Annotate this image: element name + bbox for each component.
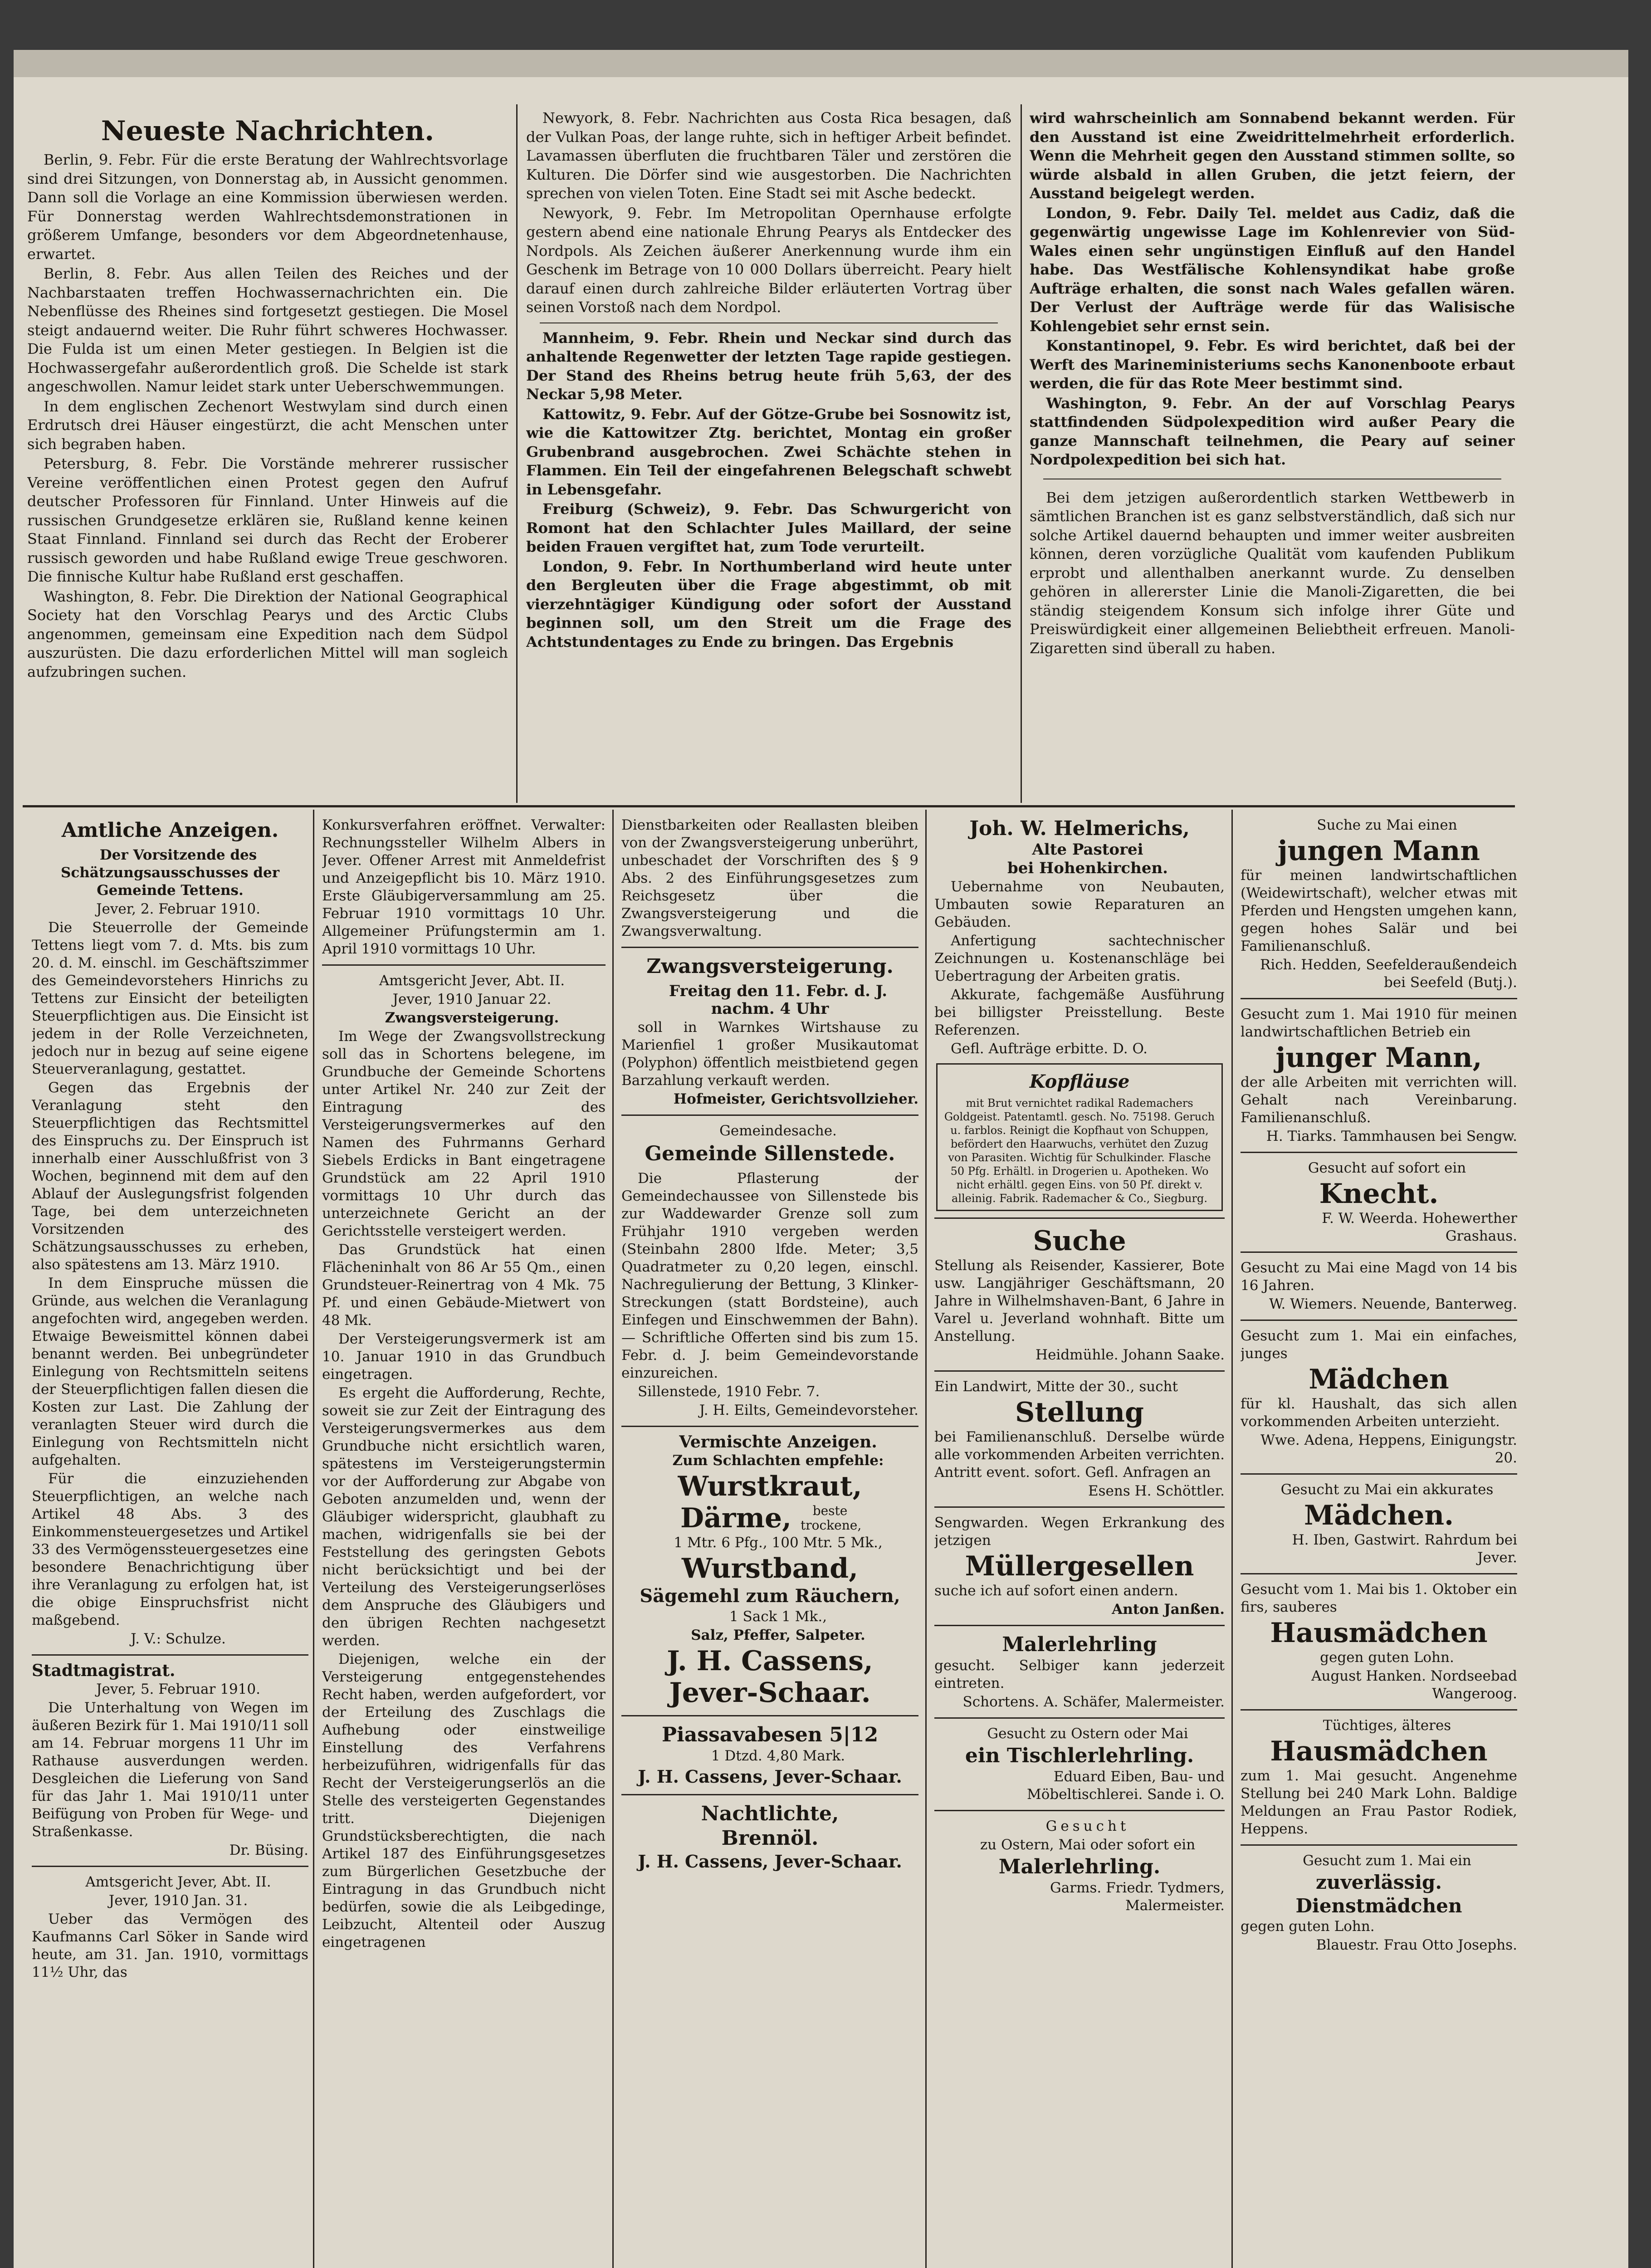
ad-text: Uebernahme von Neubauten, Umbauten sowie Reparaturen an Gebäuden.	[934, 879, 1225, 930]
ad-text: In dem Einspruche müssen die Gründe, aus welchen die Veranlagung angefochten wird, angegeben werden. Etwaige Beweismittel können dabei benannt werden. Bei unbegründeter Einlegung von Rechtsmitteln seitens der Steuerpflichtigen fallen diesen die Kosten zur Last. Die Zahlung der veranlagten Steuer wird durch die Einlegung von Rechtsmitteln nicht aufgehalten.	[32, 1275, 308, 1468]
ad-headline: Suche	[1033, 1225, 1126, 1257]
ad-text: Die Steuerrolle der Gemeinde Tettens liegt vom 7. d. Mts. bis zum 20. d. M. einschl. im Geschäftszimmer des Gemeindevorstehers Hinrichs zu Tettens zur Einsicht der beteiligten Steuerpflichtigen aus. Die Einsicht ist jedem in der Rolle Verzeichneten, jedoch nur in bezug auf seine eigene Steuerveranlagung, gestattet.	[32, 919, 308, 1077]
ad-sign: Gefl. Aufträge erbitte. D. O.	[951, 1041, 1148, 1057]
scan-edge-top	[14, 50, 1628, 77]
ad-column-3	[621, 816, 918, 2268]
ad-headline: Hausmädchen	[1270, 1617, 1488, 1649]
ad-text: Der Versteigerungsvermerk ist am 10. Januar 1910 in das Grundbuch eingetragen.	[322, 1331, 606, 1383]
news-column-1	[27, 113, 508, 803]
divider	[1241, 998, 1517, 999]
ad-price: 1 Dtzd. 4,80 Mark.	[711, 1748, 845, 1764]
ad-text: Gesucht zu Mai ein akkurates	[1280, 1481, 1494, 1498]
ad-text: Zum Schlachten empfehle:	[672, 1452, 884, 1469]
ad-headline: Malerlehrling.	[998, 1855, 1161, 1878]
ad-sign: Dr. Büsing.	[229, 1842, 308, 1858]
divider	[1241, 1152, 1517, 1153]
news-column-2	[526, 109, 1011, 803]
ad-text: Gesucht	[1045, 1818, 1130, 1834]
ad-headline: Jever-Schaar.	[669, 1677, 871, 1709]
ad-headline: jungen Mann	[1277, 835, 1480, 867]
ad-headline: Wurstband,	[682, 1553, 858, 1584]
ad-text: Die Unterhaltung von Wegen im äußeren Bezirk für 1. Mai 1910/11 soll am 14. Februar morgens 11 Uhr im Rathause ausverdungen werden. Desgleichen die Lieferung von Sand für das Jahr 1. Mai 1910/11 unter Beifügung von Proben für Wege- und Straßenkasse.	[32, 1700, 308, 1840]
divider	[621, 1114, 918, 1116]
ad-heading: Gemeinde Sillenstede.	[645, 1142, 895, 1165]
divider	[1241, 1320, 1517, 1321]
ad-text: Für die einzuziehenden Steuerpflichtigen, an welche nach Artikel 48 Abs. 3 des Einkommensteuergesetzes und Artikel 33 des Vermögenssteuergesetzes eine besondere Benachrichtigung über ihre Veranlagung zu erfolgen hat, ist die obige Einspruchsfrist nicht maßgebend.	[32, 1471, 308, 1628]
ad-text: suche ich auf sofort einen andern.	[934, 1583, 1178, 1599]
news-item: London, 9. Febr. In Northumberland wird heute unter den Bergleuten über die Frage abgestimmt, ob mit vierzehntägiger Kündigung oder sofort der Ausstand beginnen soll, um den Streit um die Frage des Achtstundentages zu Ende zu bringen. Das Ergebnis	[526, 557, 1011, 650]
column-rule	[1231, 810, 1233, 2268]
ad-column-4	[934, 816, 1225, 2268]
ad-headline: Kopfläuse	[1029, 1071, 1130, 1092]
ad-sign: J. V.: Schulze.	[131, 1631, 226, 1647]
ad-text: Suche zu Mai einen	[1317, 817, 1457, 833]
ad-sign: Hofmeister, Gerichtsvollzieher.	[673, 1091, 918, 1107]
news-item: Mannheim, 9. Febr. Rhein und Neckar sind durch das anhaltende Regenwetter der letzten Tage rapide gestiegen. Der Stand des Rheins betrug heute früh 5,63, der des Neckar 5,98 Meter.	[526, 329, 1011, 403]
ad-column-1	[32, 816, 308, 2268]
news-item: Konstantinopel, 9. Febr. Es wird berichtet, daß bei der Werft des Marineministeriums sechs Kanonenboote erbaut werden, die für das Rote Meer bestimmt sind.	[1030, 337, 1515, 392]
ad-text: der alle Arbeiten mit verrichten will. Gehalt nach Vereinbarung. Familienanschluß.	[1241, 1074, 1517, 1126]
ad-headline: Sägemehl zum Räuchern,	[640, 1585, 900, 1607]
divider	[1241, 1251, 1517, 1253]
news-column-3	[1030, 109, 1515, 803]
news-item: Washington, 8. Febr. Die Direktion der National Geographical Society hat den Vorschlag Pearys und des Arctic Clubs angenommen, gemeinsam eine Expedition nach dem Südpol auszurüsten. Die dazu erforderlichen Mittel will man sogleich aufzubringen suchen.	[27, 587, 508, 680]
ad-intro: Der Vorsitzende des Schätzungsausschusses der Gemeinde Tettens.	[60, 847, 280, 899]
ad-text: Dienstbarkeiten oder Reallasten bleiben von der Zwangsversteigerung unberührt, unbeschadet der Vorschriften des § 9 Abs. 2 des Einführungsgesetzes zum Reichsgesetz über die Zwangsversteigerung und die Zwangsverwaltung.	[621, 817, 918, 939]
ad-subheading: Alte Pastorei	[1032, 841, 1143, 859]
ad-headline: Därme,	[680, 1502, 792, 1534]
ad-headline: Hausmädchen	[1270, 1735, 1488, 1767]
ad-text: Das Grundstück hat einen Flächeninhalt von 86 Ar 55 Qm., einen Grundsteuer-Reinertrag von 4 Mk. 75 Pf. und einen Gebäude-Mietwert von 48 Mk.	[322, 1242, 606, 1329]
ad-subheading: bei Hohenkirchen.	[1007, 859, 1168, 877]
ad-text: Gesucht zu Ostern oder Mai	[987, 1725, 1188, 1742]
ad-text: Gesucht zum 1. Mai ein	[1303, 1853, 1471, 1869]
ad-text: Ein Landwirt, Mitte der 30., sucht	[934, 1378, 1178, 1395]
ad-text: Gesucht zum 1. Mai ein einfaches, junges	[1241, 1328, 1517, 1362]
divider	[934, 1717, 1225, 1719]
ad-headline: Mädchen.	[1304, 1500, 1454, 1531]
kopflaeuse-box	[936, 1063, 1223, 1211]
ad-heading: Zwangsversteigerung.	[646, 955, 894, 978]
news-item: Newyork, 8. Febr. Nachrichten aus Costa Rica besagen, daß der Vulkan Poas, der lange ruhte, sich in heftiger Arbeit befindet. Lavamassen überfluten die fruchtbaren Täler und zerstören die Kulturen. Die Dörfer sind wie ausgestorben. Die Nachrichten sprechen von vielen Toten. Eine Stadt sei mit Asche bedeckt.	[526, 109, 1011, 202]
news-item: Kattowitz, 9. Febr. Auf der Götze-Grube bei Sosnowitz ist, wie die Kattowitzer Ztg. berichtet, Montag ein großer Grubenbrand ausgebrochen. Zwei Schächte stehen in Flammen. Ein Teil der eingefahrenen Belegschaft schwebt in Lebensgefahr.	[526, 405, 1011, 498]
ad-headline: Nachtlichte,	[701, 1802, 839, 1825]
column-rule	[1021, 104, 1022, 803]
ad-sign: Rich. Hedden, Seefelderaußendeich bei Seefeld (Butj.).	[1260, 957, 1517, 991]
news-item: Petersburg, 8. Febr. Die Vorstände mehrerer russischer Vereine veröffentlichen einen Protest gegen den Aufruf deutscher Professoren für Finnland. Unter Hinweis auf die russischen Grundgesetze erklären sie, Rußland kenne keinen Staat Finnland. Finnland sei durch das Recht der Eroberer russisch geworden und habe Rußland ewige Treue geschworen. Die finnische Kultur habe Rußland erst geschaffen.	[27, 455, 508, 585]
ad-headline: Joh. W. Helmerichs,	[969, 817, 1190, 840]
ad-sign: Schortens. A. Schäfer, Malermeister.	[962, 1694, 1225, 1710]
ad-text: Ueber das Vermögen des Kaufmanns Carl Söker in Sande wird heute, am 31. Jan. 1910, vormittags 11½ Uhr, das	[32, 1911, 308, 1980]
ad-date: Jever, 5. Februar 1910.	[96, 1681, 260, 1697]
ad-date: Sillenstede, 1910 Febr. 7.	[638, 1383, 820, 1400]
ad-headline: Brennöl.	[721, 1827, 819, 1850]
ad-text: Gesucht vom 1. Mai bis 1. Oktober ein firs, sauberes	[1241, 1581, 1517, 1615]
news-item: Berlin, 8. Febr. Aus allen Teilen des Reiches und der Nachbarstaaten treffen Hochwassernachrichten ein. Die Nebenflüsse des Rheines sind fortgesetzt gestiegen. Die Mosel steigt andauernd weiter. Die Ruhr führt schweres Hochwasser. Die Fulda ist um einen Meter gestiegen. In Belgien ist die Hochwassergefahr außerordentlich groß. Die Schelde ist stark angeschwollen. Namur leidet stark unter Ueberschwemmungen.	[27, 265, 508, 395]
ad-text: für kl. Haushalt, das sich allen vorkommenden Arbeiten unterzieht.	[1241, 1396, 1517, 1430]
divider	[1241, 1573, 1517, 1574]
ad-text: für meinen landwirtschaftlichen (Weidewirtschaft), welcher etwas mit Pferden und Hengsten umgehen kann, gegen hohes Salär und bei Familienanschluß.	[1241, 867, 1517, 954]
divider	[32, 1866, 308, 1867]
divider	[1241, 1473, 1517, 1475]
ad-sign: W. Wiemers. Neuende, Banterweg.	[1269, 1296, 1517, 1312]
ad-column-2	[322, 816, 606, 2268]
ad-headline: Piassavabesen 5|12	[661, 1723, 879, 1746]
ad-heading: Stadtmagistrat.	[32, 1661, 176, 1680]
ad-text: gegen guten Lohn.	[1320, 1649, 1454, 1666]
divider	[621, 947, 918, 948]
ad-headline: Knecht.	[1319, 1178, 1439, 1210]
divider	[621, 1715, 918, 1716]
ad-text: zum 1. Mai gesucht. Angenehme Stellung bei 240 Mark Lohn. Baldige Meldungen an Frau Pastor Rodiek, Heppens.	[1241, 1768, 1517, 1837]
ad-price: 1 Mtr. 6 Pfg., 100 Mtr. 5 Mk.,	[674, 1535, 883, 1551]
ad-text: gegen guten Lohn.	[1241, 1918, 1375, 1935]
ad-text: Sengwarden. Wegen Erkrankung des jetzigen	[934, 1515, 1225, 1549]
ad-text: Stellung als Reisender, Kassierer, Bote usw. Langjähriger Geschäftsmann, 20 Jahre in Wilhelmshaven-Bant, 6 Jahre in Varel u. Jeverland wohnhaft. Bitte um Anstellung.	[934, 1257, 1225, 1344]
ad-sign: Eduard Eiben, Bau- und Möbeltischlerei. Sande i. O.	[1027, 1769, 1225, 1803]
ad-sign: Anton Janßen.	[1112, 1601, 1225, 1618]
ad-text: mit Brut vernichtet radikal Rademachers Goldgeist. Patentamtl. gesch. No. 75198. Geruch u. farblos. Reinigt die Kopfhaut von Schuppen, befördert den Haarwuchs, verhütet den Zuzug von Parasiten. Wichtig für Schulkinder. Flasche 50 Pfg. Erhältl. in Drogerien u. Apotheken. Wo nicht erhältl. gegen Eins. von 50 Pf. direkt v. alleinig. Fabrik. Rademacher & Co., Siegburg.	[944, 1097, 1215, 1205]
ad-text: Die Pflasterung der Gemeindechaussee von Sillenstede bis zur Waddewarder Grenze soll zum Frühjahr 1910 vergeben werden (Steinbahn 2800 lfde. Meter; 3,5 Quadratmeter zu 0,20 legen, einschl. Nachregulierung der Bettung, 3 Klinker-Streckungen (statt Bordsteine), auch Einfegen und Einschwemmen der Bahn). — Schriftliche Offerten sind bis zum 15. Febr. d. J. beim Gemeindevorstande einzureichen.	[621, 1170, 918, 1381]
ad-sign: Blauestr. Frau Otto Josephs.	[1316, 1937, 1517, 1953]
column-rule	[313, 810, 314, 2268]
manoli-ad: Bei dem jetzigen außerordentlich starken Wettbewerb in sämtlichen Branchen ist es ganz selbstverständlich, daß sich nur solche Artikel dauernd behaupten und immer weiter ausbreiten können, deren vorzügliche Qualität vom kaufenden Publikum erprobt und allenthalben anerkannt wurde. Zu denselben gehören in allererster Linie die Manoli-Zigaretten, die bei ständig steigendem Konsum sich infolge ihrer Güte und Preiswürdigkeit einer allgemeinen Beliebtheit erfreuen. Manoli-Zigaretten sind überall zu haben.	[1030, 489, 1515, 657]
ad-sign: Garms. Friedr. Tydmers, Malermeister.	[1050, 1880, 1225, 1914]
ad-headline: ein Tischlerlehrling.	[965, 1744, 1194, 1767]
column-rule	[925, 810, 927, 2268]
divider	[32, 1654, 308, 1656]
ad-text: Tüchtiges, älteres	[1323, 1717, 1451, 1734]
news-item: London, 9. Febr. Daily Tel. meldet aus Cadiz, daß die gegenwärtig ungewisse Lage im Kohlenrevier von Süd-Wales einen sehr ungünstigen Einfluß auf den Handel habe. Das Westfälische Kohlensyndikat habe große Aufträge erhalten, die sonst nach Wales gefallen wären. Der Verlust der Aufträge werde für das Walisische Kohlengebiet sehr ernst sein.	[1030, 204, 1515, 335]
news-item: wird wahrscheinlich am Sonnabend bekannt werden. Für den Ausstand ist eine Zweidrittelmehrheit erforderlich. Wenn die Mehrheit gegen den Ausstand stimmen sollte, so würde alsbald in allen Gruben, die jetzt feiern, der Ausstand beigelegt werden.	[1030, 109, 1515, 202]
ad-text: Salz, Pfeffer, Salpeter.	[691, 1627, 865, 1643]
ad-date: Jever, 2. Februar 1910.	[96, 901, 260, 917]
ad-headline: J. H. Cassens,	[667, 1645, 873, 1677]
ad-heading: Amtsgericht Jever, Abt. II.	[85, 1874, 271, 1890]
divider	[1241, 1709, 1517, 1711]
ad-headline: junger Mann,	[1275, 1042, 1482, 1074]
section-rule	[23, 805, 1515, 807]
ad-sign: Esens H. Schöttler.	[1088, 1483, 1225, 1499]
ad-price: 1 Sack 1 Mk.,	[729, 1608, 827, 1625]
divider	[934, 1625, 1225, 1626]
ad-headline: J. H. Cassens, Jever-Schaar.	[638, 1766, 902, 1787]
ad-sign: August Hanken. Nordseebad Wangeroog.	[1311, 1668, 1517, 1702]
ad-headline: Müllergesellen	[965, 1550, 1194, 1582]
ad-text: Akkurate, fachgemäße Ausführung bei billigster Preisstellung. Beste Referenzen.	[934, 987, 1225, 1038]
ad-headline: Mädchen	[1309, 1364, 1449, 1395]
ad-heading: Amtliche Anzeigen.	[61, 819, 279, 842]
news-item: Berlin, 9. Febr. Für die erste Beratung der Wahlrechtsvorlage sind drei Sitzungen, von Donnerstag ab, in Aussicht genommen. Dann soll die Vorlage an eine Kommission überwiesen werden. Für Donnerstag werden Wahlrechtsdemonstrationen in größerem Umfange, besonders vor dem Abgeordnetenhause, erwartet.	[27, 151, 508, 263]
ad-date: Jever, 1910 Jan. 31.	[108, 1892, 248, 1909]
newspaper-page	[14, 50, 1628, 2268]
ad-text: Diejenigen, welche ein der Versteigerung entgegenstehendes Recht haben, werden aufgefordert, vor der Erteilung des Zuschlags die Aufhebung oder einstweilige Einstellung des Verfahrens herbeizuführen, widrigenfalls für das Recht der Versteigerungserlös an die Stelle des versteigerten Gegenstandes tritt. Diejenigen Grundstücksberechtigten, die nach Artikel 187 des Einführungsgesetzes zum Bürgerlichen Gesetzbuche der Eintragung in das Grundbuch nicht bedürfen, sowie die als Leibgedinge, Leibzucht, Altenteil oder Auszug eingetragenen	[322, 1651, 606, 1950]
ad-heading: Amtsgericht Jever, Abt. II.	[379, 973, 565, 989]
divider	[1241, 1844, 1517, 1846]
news-heading: Neueste Nachrichten.	[101, 115, 435, 147]
ad-text: Gesucht zu Mai eine Magd von 14 bis 16 Jahren.	[1241, 1260, 1517, 1294]
ad-sign: H. Tiarks. Tammhausen bei Sengw.	[1266, 1128, 1517, 1144]
ad-subheading: Zwangsversteigerung.	[385, 1010, 559, 1026]
ad-text: Anfertigung sachtechnischer Zeichnungen u. Kostenanschläge bei Uebertragung der Arbeiten gratis.	[934, 933, 1225, 984]
ad-text: bei Familienanschluß. Derselbe würde alle vorkommenden Arbeiten verrichten. Antritt event. sofort. Gefl. Anfragen an	[934, 1429, 1225, 1481]
ad-text: beste trockene,	[801, 1503, 862, 1533]
divider	[934, 1217, 1225, 1219]
ad-text: Gegen das Ergebnis der Veranlagung steht den Steuerpflichtigen das Rechtsmittel des Einspruchs zu. Der Einspruch ist innerhalb einer Ausschlußfrist von 3 Wochen, beginnend mit dem auf den Ablauf der Auslegungsfrist folgenden Tage, bei dem unterzeichneten Vorsitzenden des Schätzungsausschusses zu erheben, also spätestens am 13. März 1910.	[32, 1080, 308, 1273]
news-item: Newyork, 9. Febr. Im Metropolitan Opernhause erfolgte gestern abend eine nationale Ehrung Pearys als Entdecker des Nordpols. Als Zeichen äußerer Anerkennung wurde ihm ein Geschenk im Betrage von 10 000 Dollars überreicht. Peary hielt darauf einen durch zahlreiche Bilder erläuterten Vortrag über seinen Vorstoß nach dem Nordpol.	[526, 204, 1011, 316]
ad-text: Konkursverfahren eröffnet. Verwalter: Rechnungssteller Wilhelm Albers in Jever. Offener Arrest mit Anmeldefrist und Anzeigepflicht bis 10. März 1910. Erste Gläubigerversammlung am 25. Februar 1910 vormittags 10 Uhr. Allgemeiner Prüfungstermin am 1. April 1910 vormittags 10 Uhr.	[322, 817, 606, 957]
divider	[621, 1794, 918, 1795]
ad-text: Es ergeht die Aufforderung, Rechte, soweit sie zur Zeit der Eintragung des Versteigerungsvermerkes aus dem Grundbuche nicht ersichtlich waren, spätestens im Versteigerungstermin vor der Aufforderung zur Abgabe von Geboten anzumelden und, wenn der Gläubiger widerspricht, glaubhaft zu machen, widrigenfalls sie bei der Feststellung des geringsten Gebots nicht berücksichtigt und bei der Verteilung des Versteigerungserlöses dem Anspruche des Gläubigers und den übrigen Rechten nachgesetzt werden.	[322, 1385, 606, 1649]
ad-headline: Malerlehrling	[1002, 1633, 1157, 1656]
news-item: Washington, 9. Febr. An der auf Vorschlag Pearys stattfindenden Südpolexpedition wird außer Peary die ganze Mannschaft teilnehmen, die Peary auf seiner Nordpolexpedition bei sich hat.	[1030, 394, 1515, 468]
ad-text: zu Ostern, Mai oder sofort ein	[980, 1837, 1196, 1853]
ad-sign: Heidmühle. Johann Saake.	[1036, 1347, 1225, 1363]
ad-headline: J. H. Cassens, Jever-Schaar.	[638, 1851, 902, 1872]
column-rule	[516, 104, 518, 803]
ad-tag: Gemeindesache.	[719, 1123, 837, 1139]
ad-headline: Wurstkraut,	[678, 1471, 862, 1502]
divider	[934, 1370, 1225, 1372]
ad-text: Gesucht zum 1. Mai 1910 für meinen landwirtschaftlichen Betrieb ein	[1241, 1006, 1517, 1040]
news-item: In dem englischen Zechenort Westwylam sind durch einen Erdrutsch drei Häuser eingestürzt, die acht Menschen unter sich begraben haben.	[27, 397, 508, 453]
ad-date: Jever, 1910 Januar 22.	[392, 991, 552, 1007]
column-rule	[612, 810, 614, 2268]
ad-column-5	[1241, 816, 1517, 2268]
ad-sign: H. Iben, Gastwirt. Rahrdum bei Jever.	[1292, 1532, 1517, 1566]
divider	[934, 1506, 1225, 1508]
ad-text: Gesucht auf sofort ein	[1308, 1160, 1466, 1176]
divider	[934, 1810, 1225, 1811]
ad-text: gesucht. Selbiger kann jederzeit eintreten.	[934, 1657, 1225, 1691]
ad-headline: zuverlässig. Dienstmädchen	[1295, 1871, 1462, 1917]
ad-time: Freitag den 11. Febr. d. J. nachm. 4 Uhr	[669, 982, 888, 1018]
ad-headline: Stellung	[1015, 1397, 1144, 1428]
divider	[322, 964, 606, 966]
darme-row	[621, 1502, 918, 1534]
news-item: Freiburg (Schweiz), 9. Febr. Das Schwurgericht von Romont hat den Schlachter Jules Maillard, der seine beiden Frauen vergiftet hat, zum Tode verurteilt.	[526, 500, 1011, 555]
ad-text: Im Wege der Zwangsvollstreckung soll das in Schortens belegene, im Grundbuche der Gemeinde Schortens unter Artikel Nr. 240 zur Zeit der Eintragung des Versteigerungsvermerkes auf den Namen des Fuhrmanns Gerhard Siebels Erdicks in Bant eingetragene Grundstück am 22 April 1910 vormittags 10 Uhr durch das unterzeichnete Gericht an der Gerichtsstelle versteigert werden.	[322, 1028, 606, 1239]
ad-sign: J. H. Eilts, Gemeindevorsteher.	[699, 1402, 918, 1418]
ad-heading: Vermischte Anzeigen.	[679, 1432, 877, 1452]
ad-sign: Wwe. Adena, Heppens, Einigungstr. 20.	[1260, 1432, 1517, 1466]
ad-sign: F. W. Weerda. Hohewerther Grashaus.	[1322, 1210, 1517, 1244]
divider	[621, 1426, 918, 1427]
ad-text: soll in Warnkes Wirtshause zu Marienfiel 1 großer Musikautomat (Polyphon) öffentlich meistbietend gegen Barzahlung verkauft werden.	[621, 1019, 918, 1089]
